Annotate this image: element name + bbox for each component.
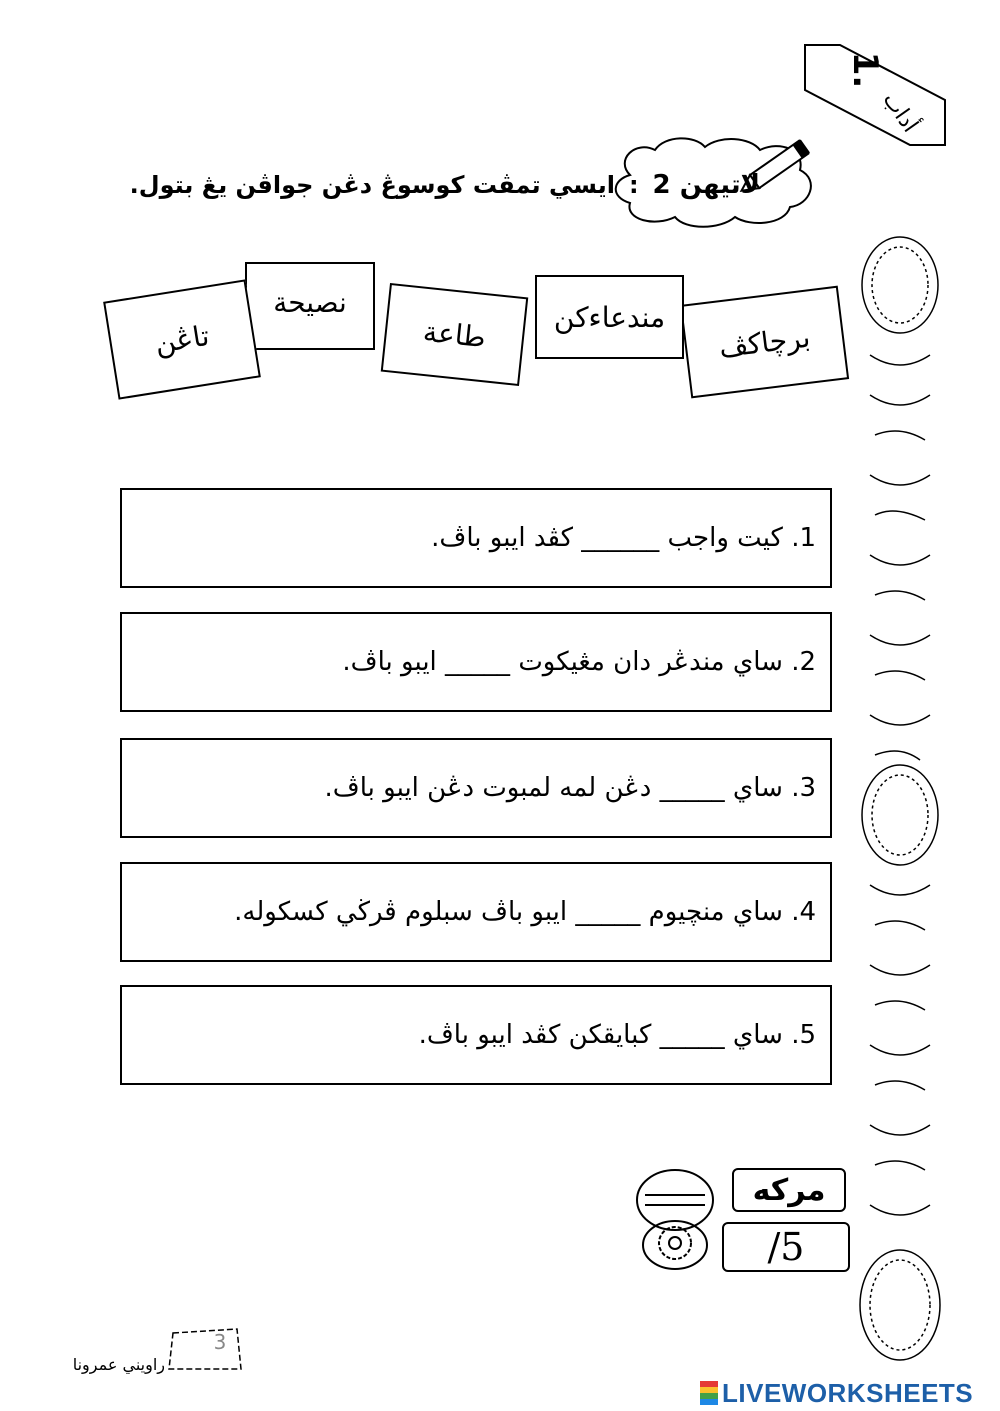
sentence-row xyxy=(234,897,816,927)
score-value[interactable]: /5 xyxy=(722,1222,850,1272)
sentence-box-3[interactable] xyxy=(120,738,832,838)
mascot-reading-icon xyxy=(630,1165,720,1275)
sentence-number: 4. xyxy=(791,897,816,927)
unit-title: أداب xyxy=(877,87,923,138)
sentence-row xyxy=(325,773,816,803)
exercise-label: لاتيهن 2 xyxy=(652,170,760,200)
author-name: راويني عمرونا xyxy=(72,1355,165,1374)
word-card-1[interactable]: برچاكڤ xyxy=(680,286,849,399)
sentence-box-2[interactable] xyxy=(120,612,832,712)
sentence-row xyxy=(419,1020,816,1050)
word-card-4[interactable]: نصيحة xyxy=(245,262,375,350)
word-card-2[interactable]: مندعاءكن xyxy=(535,275,684,359)
sentence-text: ساي منچيوم _____ ايبو باڤ سبلوم ڤرڬي كسكوله. xyxy=(234,897,783,927)
sentence-text: كيت واجب ______ كڤد ايبو باڤ. xyxy=(431,523,783,553)
score-label: مركه xyxy=(732,1168,846,1212)
watermark-text: LIVEWORKSHEETS xyxy=(722,1377,974,1408)
page-number: 3 xyxy=(213,1330,227,1354)
decorative-calligraphy-border xyxy=(850,225,950,1375)
liveworksheets-logo-icon xyxy=(700,1381,718,1405)
unit-number: 1. xyxy=(845,51,885,89)
sentence-row xyxy=(431,523,816,553)
sentence-number: 1. xyxy=(791,523,816,553)
sentence-number: 3. xyxy=(791,773,816,803)
word-card-3[interactable]: طاعة xyxy=(381,283,529,386)
sentence-box-5[interactable] xyxy=(120,985,832,1085)
sentence-box-4[interactable] xyxy=(120,862,832,962)
sentence-text: ساي مندڠر دان مڠيكوت _____ ايبو باڤ. xyxy=(342,647,783,677)
word-card-5[interactable]: تاڠن xyxy=(103,279,261,399)
instruction-colon: : xyxy=(628,171,639,199)
sentence-text: ساي _____ كبايقكن كڤد ايبو باڤ. xyxy=(418,1020,783,1050)
sentence-text: ساي _____ دڠن لمه لمبوت دڠن ايبو باڤ. xyxy=(324,773,783,803)
sentence-number: 2. xyxy=(791,647,816,677)
instruction-text: ايسي تمڤت كوسوڠ دڠن جواڤن يڠ بتول. xyxy=(129,171,615,199)
sentence-box-1[interactable] xyxy=(120,488,832,588)
liveworksheets-watermark[interactable] xyxy=(700,1378,1000,1408)
sentence-row xyxy=(342,647,816,677)
instruction-line xyxy=(120,170,760,200)
sentence-number: 5. xyxy=(791,1020,816,1050)
